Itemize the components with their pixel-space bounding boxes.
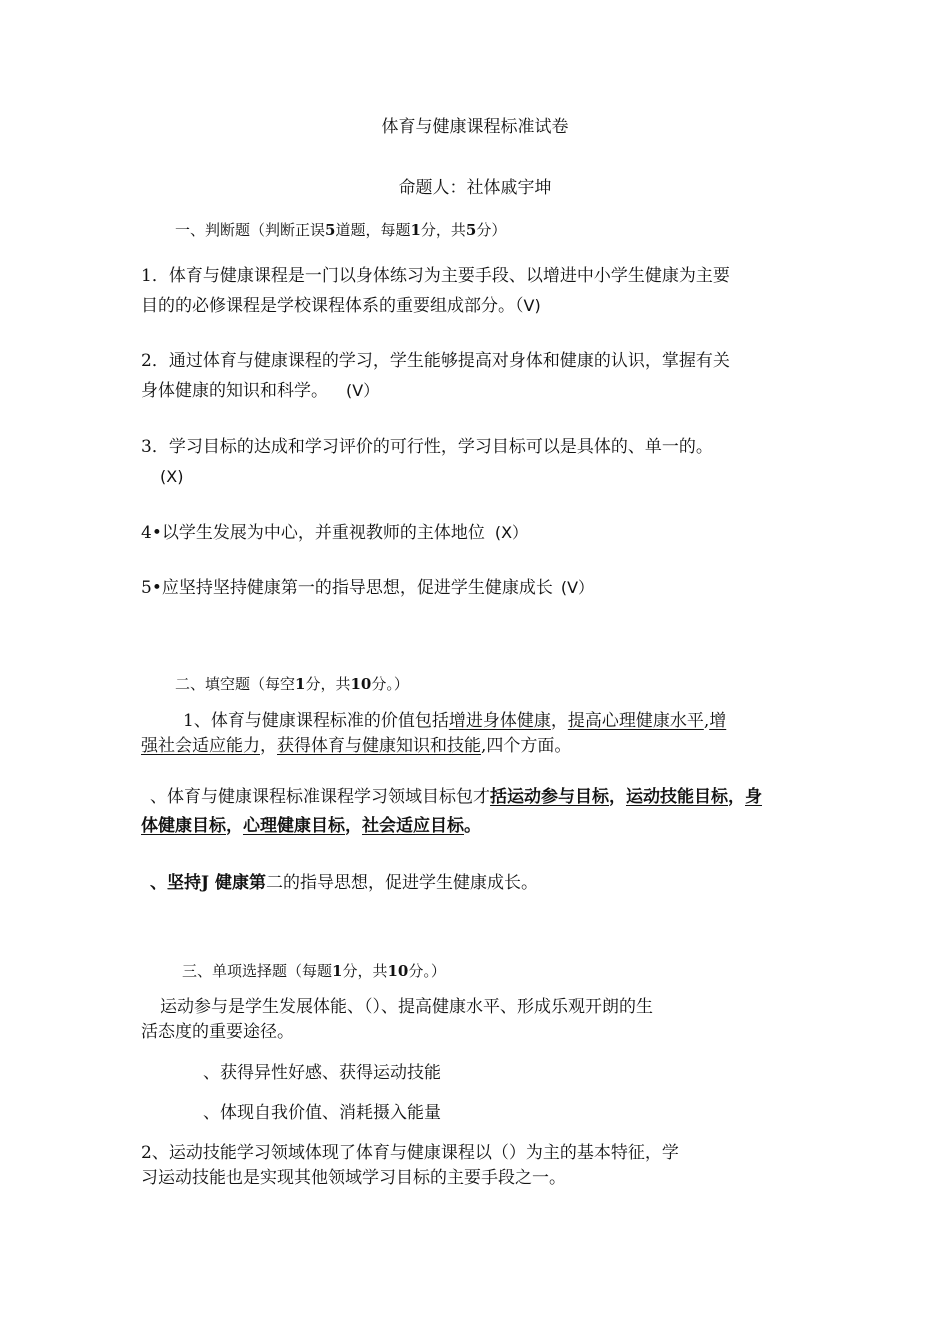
section3-heading: 三、单项选择题（每题1分，共10分。） [182,962,446,980]
s2-q1-line2: 强社会适应能力，获得体育与健康知识和技能,四个方面。 [141,736,572,756]
s1-q2-answer: (V） [346,381,380,400]
s2-q1-line1: 1、体育与健康课程标准的价值包括增进身体健康，提高心理健康水平,增 [183,711,727,731]
section2-heading: 二、填空题（每空1分，共10分。） [175,675,409,693]
s1-q1-answer: V) [523,296,541,315]
s1-q2-line1: 2．通过体育与健康课程的学习，学生能够提高对身体和健康的认识，掌握有关 [141,351,730,371]
s1-q3-answer: (X) [160,467,184,486]
s3-q1-line1: 运动参与是学生发展体能、（）、提高健康水平、形成乐观开朗的生 [160,997,653,1017]
s1-q2-line2: 身体健康的知识和科学。 (V） [141,381,380,401]
s1-q1-line1: 1．体育与健康课程是一门以身体练习为主要手段、以增进中小学生健康为主要 [141,266,730,286]
s2-q3: 、坚持J 健康第二的指导思想，促进学生健康成长。 [150,873,538,893]
s1-q5-answer: (V） [560,578,595,597]
s1-q4: 4•以学生发展为中心，并重视教师的主体地位 (X） [141,523,529,543]
s1-q3-line1: 3．学习目标的达成和学习评价的可行性，学习目标可以是具体的、单一的。 [141,437,713,457]
section1-heading: 一、判断题（判断正误5道题，每题1分，共5分） [175,221,507,239]
s1-q1-line2: 目的的必修课程是学校课程体系的重要组成部分。（V) [141,296,541,316]
document-author: 命题人：社体戚宇坤 [398,178,552,198]
s3-q1-option-1: 、获得异性好感、获得运动技能 [203,1063,441,1083]
s3-q2-line2: 习运动技能也是实现其他领域学习目标的主要手段之一。 [141,1168,566,1188]
s3-q1-line2: 活态度的重要途径。 [141,1022,294,1042]
s3-q1-option-2: 、体现自我价值、消耗摄入能量 [203,1103,441,1123]
s3-q2-line1: 2、运动技能学习领域体现了体育与健康课程以（）为主的基本特征，学 [141,1143,679,1163]
document-title: 体育与健康课程标准试卷 [381,117,569,137]
s1-q4-answer: (X） [494,523,529,542]
s1-q5: 5•应坚持坚持健康第一的指导思想，促进学生健康成长 (V） [141,578,595,598]
s2-q2-line1: 、体育与健康课程标准课程学习领域目标包才括运动参与目标，运动技能目标，身 [150,787,762,807]
s2-q2-line2: 体健康目标，心理健康目标，社会适应目标。 [141,816,481,836]
